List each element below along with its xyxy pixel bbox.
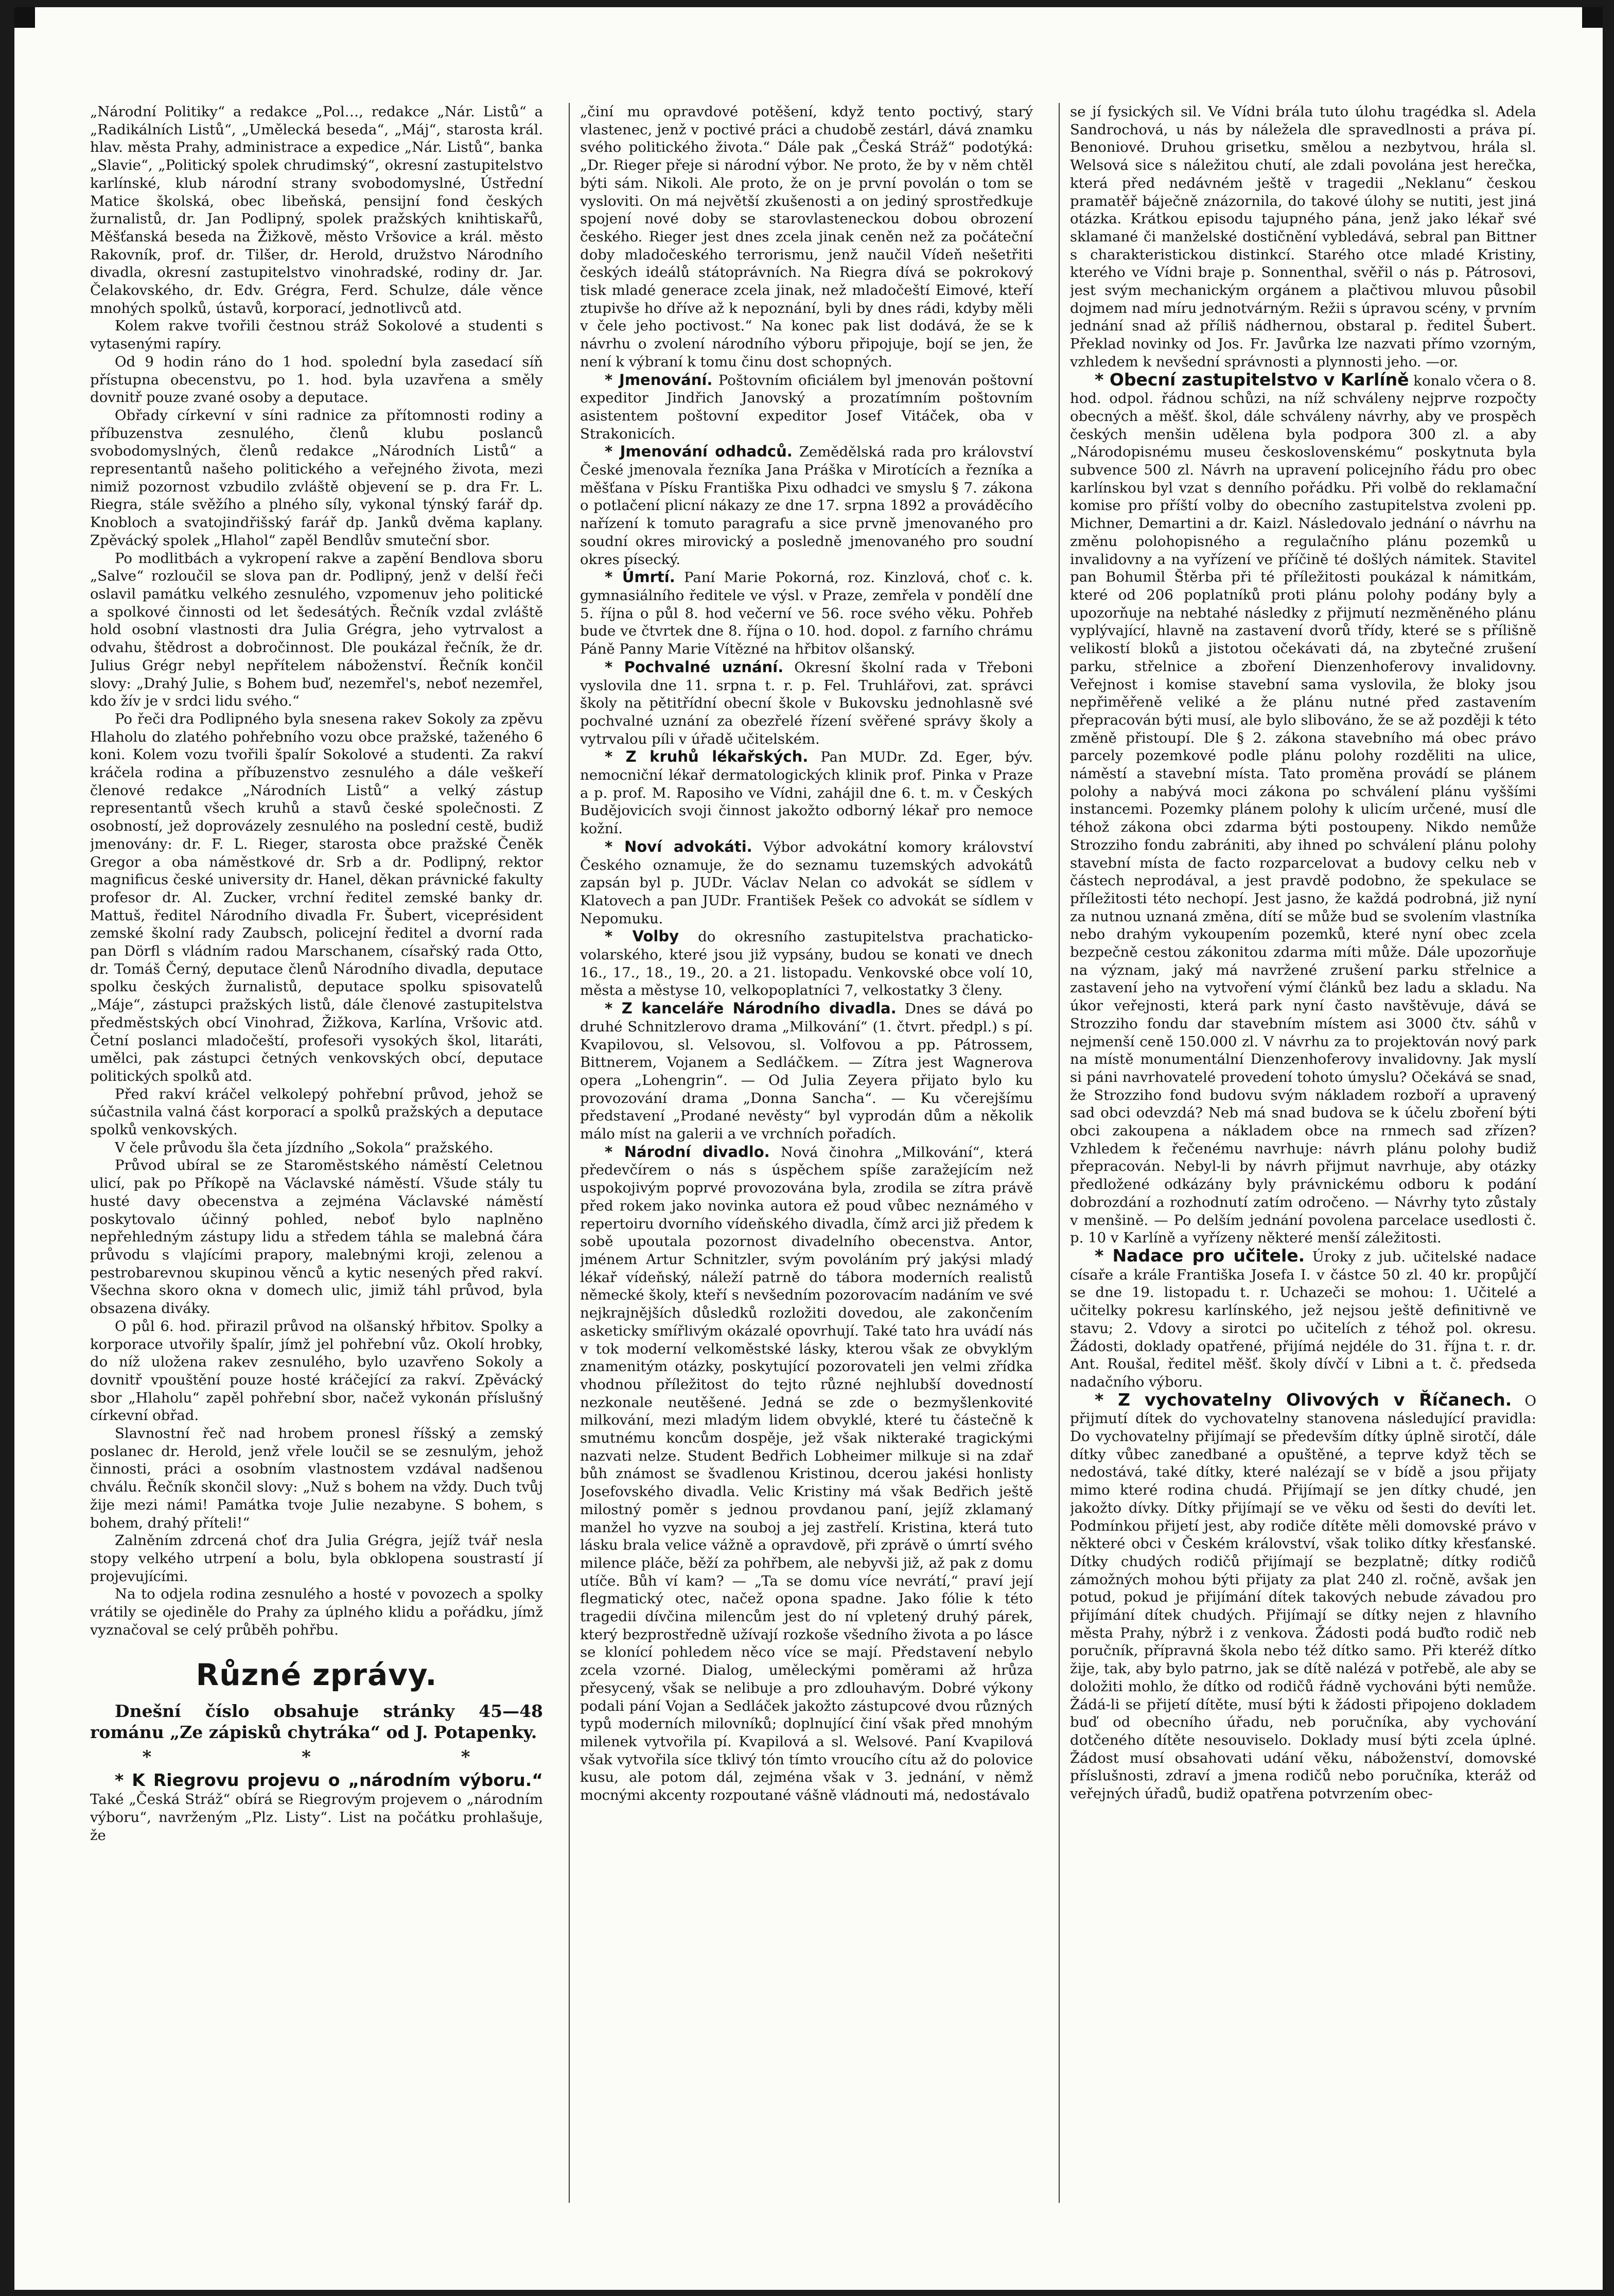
article-paragraph: Od 9 hodin ráno do 1 hod. spolední byla zasedací síň přístupna obecenstvu, po 1. hod. byla uzavřena a směly dovnitř pouze zvané osoby a deputace. bbox=[90, 353, 543, 406]
article-paragraph: Po modlitbách a vykropení rakve a zapění Bendlova sboru „Salve“ rozloučil se slova pan dr. Podlipný, jenž v delší řeči oslavil památku velkého zesnulého, vzpomenuv jeho politické a spolkové činnosti od let šedesátých. Řečník vzdal zvláště hold osobní vlastnosti dra Julia Grégra, jeho vytrvalost a odvahu, štědrost a dobročinnost. Dle poukázal řečník, že dr. Julius Grégr nebyl nepřítelem náboženství. Řečník končil slovy: „Drahý Julie, s Bohem buď, nezemřel's, neboť nezemřel, kdo žív je v srdci lidu svého.“ bbox=[90, 550, 543, 710]
article-paragraph: Průvod ubíral se ze Staroměstského náměstí Celetnou ulicí, pak po Příkopě na Václavské náměstí. Všude stály tu husté davy obecenstva a zejména Václavské náměstí poskytovalo účinný pohled, neboť bylo naplněno nepřehledným zástupy lidu a středem táhla se malebná čára průvodu s vlajícími prapory, malebnými kroji, zelenou a pestrobarevnou skupinou věnců a kytic nesených před rakví. Všechna skoro okna v domech ulic, jimiž táhl průvod, byla obsazena diváky. bbox=[90, 1157, 543, 1317]
item-text: Paní Marie Pokorná, roz. Kinzlová, choť c. k. gymnasiálního ředitele ve výsl. v Praze, zemřela v pondělí dne 5. října o půl 8. hod večerní ve 56. roce svého věku. Pohřeb bude ve čtvrtek dne 8. října o 10. hod. dopol. z farního chrámu Páně Panny Marie Vítězné na hřbitov olšanský. bbox=[580, 569, 1033, 658]
article-paragraph: V čele průvodu šla četa jízdního „Sokola“ pražského. bbox=[115, 1139, 494, 1156]
item-text: Výbor advokátní komory království Českého oznamuje, že do seznamu tuzemských advokátů zapsán byl p. JUDr. Václav Nelan co advokát se sídlem v Klatovech a pan JUDr. František Pešek co advokát se sídlem v Nepomuku. bbox=[580, 838, 1033, 927]
item-text: Pan MUDr. Zd. Eger, býv. nemocniční lékař dermatologických klinik prof. Pinka v Praze a p. prof. M. Raposiho ve Vídni, zahájil dne 6. t. m. v Českých Budějovicích svoji činnost jakožto odborný lékař pro nemoce kožní. bbox=[580, 749, 1033, 837]
item-heading: * Noví advokáti. bbox=[605, 837, 752, 855]
item-text: Poštovním oficiálem byl jmenován poštovní expeditor Jindřich Janovský a prozatímním poštovním asistentem poštovní expeditor Josef Vitáček, oba v Strakonicích. bbox=[580, 372, 1033, 442]
article-paragraph: Na to odjela rodina zesnulého a hosté v povozech a spolky vrátily se ojediněle do Prahy za úplného klidu a pořádku, jímž vyznačoval se celý průběh pohřbu. bbox=[90, 1586, 543, 1638]
item-heading: * Z vychovatelny Olivových v Říčanech. bbox=[1095, 1389, 1512, 1410]
item-heading: * Nadace pro učitele. bbox=[1095, 1246, 1305, 1266]
item-text: O přijmutí dítek do vychovatelny stanovena následující pravidla: Do vychovatelny přijímají se především dítky úplně sirotčí, dále dítky vůbec zanedbané a opuštěné, a teprve když těch se nedostává, také dítky, které nalézají se v bídě a jsou přijaty mimo které rodina chudá. Přijímají se jen dítky chudé, jen jakožto dívky. Dítky přijímají se ve věku od šesti do devíti let. Podmínkou přijetí jest, aby rodiče dítěte měli domovské právo v některé obci v Českém království, však toliko dítky křesťanské. Dítky chudých rodičů přijímají se bezplatně; dítky rodičů zámožných mohou býti přijaty za plat 240 zl. ročně, avšak jen potud, pokud je přijímání dítek takových nebude závadou pro přijímání dítek chudých. Přijímají se dítky nejen z hlavního města Prahy, nýbrž i z venkova. Žádosti podá buďto rodič neb poručník, přípravná škola nebo též dítko samo. Při kteréž dítko žije, tak, aby bylo patrno, jak se dítě nalézá v potřebě, ale aby se doložiti mohlo, že dítko od rodičů řádně vychováni býti nemůže. Žádá-li se přijetí dítěte, musí býti k žádosti připojeno dokladem buď od obecního úřadu, neb poručníka, aby vychování dotčeného dítěte nesouviselo. Doklady musí býti zcela úplné. Žádost musí obsahovati udání věku, náboženství, domovské příslušnosti, zdraví a jmena rodičů nebo poručníka, kteráž od veřejných úřadů, budiž opatřena potvrzením obec- bbox=[1070, 1392, 1536, 1802]
article-paragraph: „Národní Politiky“ a redakce „Pol…, redakce „Nár. Listů“ a „Radikálních Listů“, „Umělecká beseda“, „Máj“, starosta král. hlav. města Prahy, administrace a expedice „Nár. Listů“, banka „Slavie“, „Politický spolek chrudimský“, okresní zastupitelstvo karlínské, klub národní strany svobodomyslné, Ústřední Matice školská, obec libeňská, pensijní fond českých žurnalistů, dr. Jan Podlipný, spolek pražských knihtiskařů, Měšťanská beseda na Žižkově, město Vršovice a král. město Rakovník, prof. dr. Tilšer, dr. Herold, družstvo Národního divadla, okresní zastupitelstvo vinohradské, rodiny dr. Jar. Čelakovského, dr. Edv. Grégra, Ferd. Schulze, dále věnce mnohých spolků, ústavů, korporací, jednotlivců atd. bbox=[90, 103, 543, 317]
article-paragraph: se jí fysických sil. Ve Vídni brála tuto úlohu tragédka sl. Adela Sandrochová, u nás by náležela dle spravedlnosti a práva pí. Benoniové. Druhou grisetku, smělou a nezbytvou, hrála sl. Welsová sice s náležitou chutí, ale zdali povolána jest herečka, která před nedávném ještě v tragedii „Neklanu“ českou pramatěř báječně znázornila, do takové úlohy se nutiti, jest jiná otázka. Krátkou episodu tajupného pána, jenž jako lékař své sklamané či manželské dostičnění vybledává, sebral pan Bittner s charakteristickou distinkcí. Starého otce mladé Kristiny, kterého ve Vídni braje p. Sonnenthal, svěřil o nás p. Pátrosovi, jest svým mechanickým orgánem a plačtivou mluvou působil dojmem nad míru jednotvárným. Režii s úpravou scény, v prvním jednání snad až příliš nádhernou, obstaral p. ředitel Šubert. Překlad novinky od Jos. Fr. Javůrka lze nazvati přímo vzorným, vzhledem k nevšední správnosti a plynnosti jeho. —or. bbox=[1070, 103, 1536, 370]
item-text: Také „Česká Stráž“ obírá se Riegrovým projevem o „národním výboru“, navrženým „Plz. Listy“. List na počátku prohlašuje, že bbox=[90, 1791, 543, 1844]
column-1 bbox=[90, 103, 543, 2203]
item-heading: * Z kanceláře Národního divadla. bbox=[605, 1000, 897, 1018]
article-paragraph: Zalněním zdrcená choť dra Julia Grégra, jejíž tvář nesla stopy velkého utrpení a bolu, byla obklopena soustrastí jí projevujícími. bbox=[90, 1532, 543, 1585]
item-text: Nová činohra „Milkování“, která předevčírem o nás s úspěchem spíše zaražejícím než uspokojivým poprvé provozována byla, zrodila se zítra právě před rokem jako novinka autora ež poud vůbec neznámého v repertoiru dvorního vídeňského divadla, čímž arci již předem k sobě upoutala pozornost divadelního obecenstva. Antor, jménem Artur Schnitzler, svým povoláním prý jakýsi mladý lékař vídeňský, náleží patrně do tábora moderních realistů německé školy, kteří s nevšedním pozorovacím nadáním ve své nejkrajnějších důsledků rozložiti dovedou, ale zakončením asketicky smířlivým okázalé opovrhují. Také tato hra uvádí nás v tok moderní velkoměstské lásky, kterou však ze obvyklým znamenitým otázky, poskytující pozorovateli jen velmi zřídka vhodnou příležitost do tejto různé nejhlubší dovedností nezkonale neutěšené. Jedná se zde o bezmyšlenkovité milkování, mezi mladým lidem obvyklé, které tu částečně k smutnému koncům dospěje, jež však nikteraké tragickými nazvati nelze. Student Bedřich Lobheimer milkuje si na zdař bůh známost se švadlenou Kristinou, dcerou jakési honlisty Josefovského divadla. Velic Kristiny má však Bedřich ještě milostný poměr s jednou provdanou paní, jejíž zklamaný manžel ho vyzve na souboj a jej zastřelí. Kristina, která tuto lásku brala velice vážně a opravdově, při zprávě o úmrtí svého milence pláče, běží za pohřbem, ale nebyvši již, až pak z domu utíče. Bůh ví kam? — „Ta se domu více nevrátí,“ praví její flegmatický otec, načež opona spadne. Jako fólie k této tragedii dívčina milencům jest do ní vpletený druhý párek, který bezprostředně užívají rozkoše všedního života a po lásce se klonící pohledem něco více se mají. Představení nebylo zcela vzorné. Dialog, uměleckými poměrami až hrůza přesycený, však se nelibuje a pro zdlouhavým. Dobré výkony podali pání Vojan a Sedláček jakožto zástupcové dvou různých typů moderních milovníků; doplnující činí však před mnohým milenek vytvořila pí. Kvapilová a sl. Welsové. Paní Kvapilová však vytvořila síce tklivý tón tímto vroucího cítu až do polovice kusu, ale potom dál, zejména však v 3. jednání, v němž mocnými akcenty rozpoutané vášně vládnouti má, nedostávalo bbox=[580, 1144, 1033, 1804]
column-3 bbox=[1070, 103, 1536, 2203]
item-text: do okresního zastupitelstva prachaticko-volarského, které jsou již vypsány, budou se konati ve dnech 16., 17., 18., 19., 20. a 21. listopadu. Venkovské obce volí 10, města a městyse 10, velkopoplatníci 7, velkostatky 3 členy. bbox=[580, 928, 1033, 999]
item-text: Zemědělská rada pro království České jmenovala řezníka Jana Práška v Mirotících a řezníka a měšťana v Písku Františka Pixu odhadci ve smyslu § 7. zákona o potlačení plicní nákazy ze dne 17. srpna 1892 a prováděcího nařízení k tomuto paragrafu a sice prvně jmenovaného pro soudní okres mirovický a posledně jmenovaného pro soudní okres písecký. bbox=[580, 444, 1033, 568]
article-paragraph: Před rakví kráčel velkolepý pohřební průvod, jehož se súčastnila valná část korporací a spolků pražských a deputace spolků venkovských. bbox=[90, 1085, 543, 1138]
item-heading: * Volby bbox=[605, 927, 679, 945]
article-paragraph: „činí mu opravdové potěšení, když tento poctivý, starý vlastenec, jenž v poctivé práci a chudobě zestárl, dává znamku svého politického života.“ Dále pak „Česká Stráž“ podotýká: „Dr. Rieger přeje si národní výbor. Ne proto, že by v něm chtěl býti sám. Nikoli. Ale proto, že on je první povolán o tom se vysloviti. On má největší zkušenosti a on jediný sprostředkuje spojení nové doby se starovlasteneckou dobou obrození českého. Rieger jest dnes zcela jinak ceněn než za počáteční doby mladočeského terrorismu, jenž naučil Vídeň nešetřiti českých ideálů státoprávních. Na Riegra dívá se pokrokový tisk mladé generace zcela jinak, než mladočeští Eimové, kteří ztupivše ho dříve až k nepoznání, byli by dnes rádi, kdyby měli v čele jeho poctivost.“ Na konec pak list dodává, že se k návrhu o zvolení národního výboru připojuje, bojí se jen, že není k výbraní k tomu činu dost schopných. bbox=[580, 103, 1033, 370]
item-text: Okresní školní rada v Třeboni vyslovila dne 11. srpna t. r. p. Fel. Truhlářovi, zat. správci školy na pětitřídní obecní škole v Bukovsku jednohlasně své pochvalné uznání za obezřelé řízení svěřené správy školy a vytrvalou píli v úřadě učitelském. bbox=[580, 659, 1033, 747]
item-heading: * Národní divadlo. bbox=[605, 1143, 770, 1161]
article-paragraph: Po řeči dra Podlipného byla snesena rakev Sokoly za zpěvu Hlaholu do zlatého pohřebního vozu obce pražské, taženého 6 koni. Kolem vozu tvořili špalír Sokolové a studenti. Za rakví kráčela rodina a příbuzenstvo zesnulého a dále veškeří členové redakce „Národních Listů“ a velký zástup representantů všech kruhů a stavů české společnosti. Z osobností, jež doprovázely zesnulého na poslední cestě, budiž jmenovány: dr. F. L. Rieger, starosta obce pražské Čeněk Gregor a oba náměstkové dr. Srb a dr. Podlipný, rektor magnificus české university dr. Hanel, děkan právnické fakulty profesor dr. Al. Zucker, vrchní ředitel zemské banky dr. Mattuš, ředitel Národního divadla Fr. Šubert, viceprésident zemské školní rady Zaubsch, policejní ředitel a dvorní rada pan Dörfl s vládním radou Marschanem, císařský rada Otto, dr. Tomáš Černý, deputace členů Národního divadla, deputace spolku českých žurnalistů, deputace spolku spisovatelů „Máje“, zástupci pražských listů, dále členové zastupitelstva předměstských obcí Vinohrad, Žižkova, Karlína, Vršovic atd. Četní poslanci mladočeští, profesoři vysokých škol, litaráti, umělci, pak zástupci četných venkovských obcí, deputace politických spolků atd. bbox=[90, 710, 543, 1084]
item-heading: * K Riegrovu projevu o „národním výboru.“ bbox=[115, 1770, 543, 1791]
corner-mark bbox=[14, 7, 35, 28]
section-heading: Různé zprávy. bbox=[196, 1657, 437, 1693]
corner-mark bbox=[1582, 7, 1603, 28]
newspaper-page bbox=[90, 103, 1536, 2203]
item-heading: * Jmenování. bbox=[605, 371, 713, 389]
item-text: konalo včera o 8. hod. odpol. řádnou schůzi, na níž schváleny nejprve rozpočty obecných a měšť. škol, dále schváleny návrhy, aby ve prospěch českých menšin udělena byla podpora 300 zl. a aby „Národopisnému museu československému“ poskytnuta byla subvence 500 zl. Návrh na upravení policejního řádu pro obec karlínskou byl vzat s denního pořádku. Při volbě do reklamační komise pro příští volby do obecního zastupitelstva zvoleni pp. Michner, Demartini a dr. Kaizl. Následovalo jednání o návrhu na změnu polohopisného a regulačního plánu pozemků u invalidovny a na vyřízení ve příčině té došlých námitek. Stavitel pan Bohumil Štěrba při té příležitosti poukázal k námitkám, které od 206 poplatníků proti plánu polohy podány byly a upozorňuje na nebtahé následky z přijmutí nezměněného plánu vyplývající, hlavně na zastavení dvorů třídy, které se s přílišně velikostí bloků a jistotou očekávati dá, na zbytečné zrušení parku, střelnice a zboření Dienzenhoferovy invalidovny. Veřejnost i komise stavební sama vyslovila, že bloky jsou nepřiměřeně veliké a že plánu nutné před zastavením přepracován býti musí, ale bylo slibováno, že se až později k této změně přistoupí. Dle § 2. zákona stavebního má obec právo parcely pozemkové podle plánu polohy rozděliti na ulice, náměstí a stavební místa. Tato proměna provádí se plánem polohy a nabývá moci zákona po schválení plánu vyššími instancemi. Pozemky plánem polohy k ulicím určené, musí dle téhož zákona obci zdarma býti postoupeny. Nikdo nemůže Strozziho fondu zabrániti, aby ihned po schválení plánu polohy stavební místa de facto rozparcelovat a budovy celku neb v částech neprodával, a jest pravdě podobno, že spekulace se příležitosti této nechopí. Jest jasno, že každá podrobná, již nyní za nutnou uznaná změna, dítí se může bud se svolením vlastníka nebo drahým vykoupením pozemků, které nyní obec zcela bezpečně cestou zákonitou zdarma míti může. Dále upozorňuje na význam, jaký má navržené zrušení parku střelnice a zastavení jeho na vytvoření výmí článků bez ladu a skladu. Na úkor veřejnosti, která park nyní často navštěvuje, dává se Strozziho fondu dar stavebním místem asi 3000 čtv. sáhů v nejmenší ceně 150.000 zl. V návrhu za to projektován nový park na místě monumentální Dienzenhoferovy invalidovny. Jak myslí si páni navrhovatelé provedení tohoto úmyslu? Očekává se snad, že Strozziho fond budovu svým nákladem rozboří a upravený sad obci odevzdá? Neb má snad budova se k účelu zboření býti obci zakoupena a nákladem obce na rnmech sad zřízen? Vzhledem k řečenému navrhuje: návrh plánu polohy budiž přepracován. Nebyl-li by návrh přijmut navrhuje, aby otázky předložené odkázány byly právnickému odboru k podání dobrozdání a rozhodnutí zatím odročeno. — Návrhy tyto zůstaly v menšině. — Po delším jednání povolena parcelace usedlosti č. p. 10 v Karlíně a vyřízeny některé menší záležitosti. bbox=[1070, 372, 1536, 1247]
item-heading: * Obecní zastupitelstvo v Karlíně bbox=[1095, 369, 1409, 390]
item-heading: * Pochvalné uznání. bbox=[605, 658, 784, 676]
column-2 bbox=[580, 103, 1033, 2203]
item-text: Dnes se dává po druhé Schnitzlerovo drama „Milkování“ (1. čtvrt. předpl.) s pí. Kvapilovou, sl. Velsovou, sl. Volfovou a pp. Pátrossem, Bittnerem, Vojanem a Sedláčkem. — Zítra jest Wagnerova opera „Lohengrin“. — Od Julia Zeyera přijato bylo ku provozování drama „Donna Sancha“. — Ku včerejšímu představení „Prodané nevěsty“ byl vyprodán dům a několik málo míst na galerii a ve vrchních pořadích. bbox=[580, 1001, 1033, 1143]
item-text: Úroky z jub. učitelské nadace císaře a krále Františka Josefa I. v částce 50 zl. 40 kr. propůjčí se dne 19. listopadu t. r. Uchazeči se mohou: 1. Učitelé a učitelky pokresu karlínského, jež nejsou ještě definitivně ve stavu; 2. Vdovy a sirotci po učitelích z téhož pol. okresu. Žádosti, doklady opatřené, přijímá nejdéle do 31. října t. r. dr. Ant. Roušal, ředitel měšť. školy dívčí v Libni a t. č. předseda nadačního výboru. bbox=[1070, 1249, 1536, 1390]
column-rule bbox=[569, 103, 570, 2203]
section-lead: Dnešní číslo obsahuje stránky 45—48 románu „Ze zápisků chytráka“ od J. Potapenky. bbox=[90, 1701, 543, 1743]
column-rule bbox=[1059, 103, 1060, 2203]
section-separator: * * * bbox=[142, 1747, 542, 1768]
article-paragraph: O půl 6. hod. přirazil průvod na olšanský hřbitov. Spolky a korporace utvořily špalír, jímž jel pohřební vůz. Okolí hrobky, do níž uložena rakev zesnulého, bylo uzavřeno Sokoly a dovnitř vpouštění pouze hosté kráčející za rakví. Zpěvácký sbor „Hlaholu“ zapěl pohřební sbor, načež vykonán příslušný církevní obřad. bbox=[90, 1318, 543, 1424]
item-heading: * Jmenování odhadců. bbox=[605, 443, 793, 461]
article-paragraph: Kolem rakve tvořili čestnou stráž Sokolové a studenti s vytasenými rapíry. bbox=[90, 318, 543, 353]
article-paragraph: Obřady církevní v síni radnice za přítomnosti rodiny a příbuzenstva zesnulého, členů klubu poslanců svobodomyslných, členů redakce „Národních Listů“ a representantů našeho politického a veřejného života, mezi nimiž pozornost vzbudilo zvláště objevení se p. dra Fr. L. Riegra, stále svěžího a plného síly, vykonal týnský farář dp. Knobloch a svatojindřišský farář dp. Janků dvěma kaplany. Zpěvácký spolek „Hlahol“ zapěl Bendlův smuteční sbor. bbox=[90, 407, 543, 549]
article-paragraph: Slavnostní řeč nad hrobem pronesl říšský a zemský poslanec dr. Herold, jenž vřele loučil se se zesnulým, jehož činnosti, práci a osobním vlastnostem vzdával nadšenou chválu. Řečník skončil slovy: „Nuž s bohem na vždy. Duch tvůj žije mezi námi! Památka tvoje Julie nezabyne. S bohem, s bohem, drahý příteli!“ bbox=[90, 1425, 543, 1531]
item-heading: * Úmrtí. bbox=[605, 568, 675, 586]
item-heading: * Z kruhů lékařských. bbox=[605, 748, 809, 766]
